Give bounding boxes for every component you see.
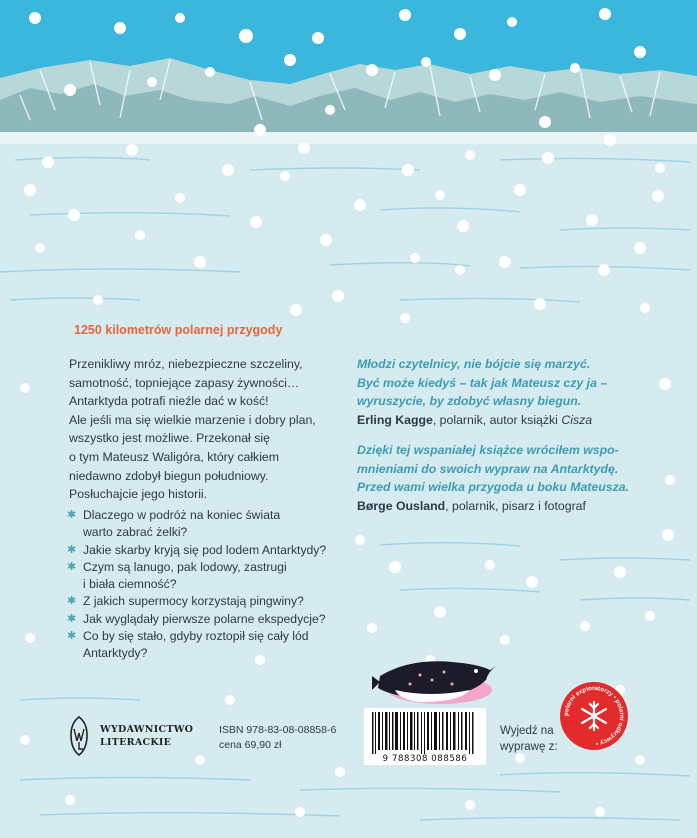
- intro-line: Ale jeśli ma się wielkie marzenie i dobry plan,: [69, 412, 316, 427]
- snowflake-bullet-icon: ✱: [67, 595, 77, 608]
- list-item: ✱ Jak wyglądały pierwsze polarne ekspedycje?: [67, 611, 347, 628]
- snowflake-bullet-icon: ✱: [67, 630, 77, 643]
- tagline-heading: 1250 kilometrów polarnej przygody: [74, 323, 283, 337]
- barcode: [364, 708, 486, 765]
- intro-line: wszystko jest możliwe. Przekonał się: [69, 431, 270, 446]
- intro-line: o tym Mateusz Waligóra, który całkiem: [69, 449, 280, 464]
- isbn: ISBN 978-83-08-08858-6: [219, 724, 337, 736]
- intro-line: samotność, topniejące zapasy żywności…: [69, 375, 300, 390]
- blurb-author: Erling Kagge, polarnik, autor książki Cisza: [357, 412, 593, 427]
- publisher-logo: [68, 715, 193, 757]
- list-item: ✱ Dlaczego w podróż na koniec świata warto zabrać żelki?: [67, 508, 281, 540]
- list-item: ✱ Co by się stało, gdyby roztopił się cały lód Antarktydy?: [67, 629, 309, 661]
- blurb-ousland: Dzięki tej wspaniałej książce wróciłem wspo- mnieniami do swoich wypraw na Antarktydę. Przed wami wielka przygoda u boku Mateusza. Børge Ousland, polarnik, pisarz i fotograf: [357, 441, 687, 515]
- isbn-block: [219, 723, 336, 753]
- list-item: ✱ Z jakich supermocy korzystają pingwiny?: [67, 593, 347, 610]
- series-badge: [560, 682, 628, 750]
- snowflake-bullet-icon: ✱: [67, 612, 77, 625]
- intro-line: Przenikliwy mróz, niebezpieczne szczeliny,: [69, 357, 303, 371]
- list-item: ✱ Czym są lanugo, pak lodowy, zastrugi i biała ciemność?: [67, 559, 287, 592]
- svg-text:polarni exploratorzy • polarni: polarni exploratorzy • polarni odkrywcy •: [562, 684, 626, 747]
- list-item: ✱ Jakie skarby kryją się pod lodem Antarktydy?: [67, 542, 347, 559]
- blurb-author: Børge Ousland, polarnik, pisarz i fotograf: [357, 498, 586, 513]
- snowflake-bullet-icon: ✱: [67, 543, 77, 556]
- snowflake-icon: [560, 682, 628, 750]
- publisher-name: WYDAWNICTWO: [100, 724, 194, 735]
- intro-line: niedawno zdobył biegun południowy.: [69, 468, 269, 483]
- wl-logo-icon: [68, 715, 90, 757]
- intro-line: Posłuchajcie jego historii.: [69, 487, 208, 502]
- price: cena 69,90 zł: [219, 739, 282, 751]
- barcode-bars: [364, 710, 486, 756]
- expedition-invite: Wyjedź na wyprawę z:: [500, 725, 558, 753]
- snowflake-bullet-icon: ✱: [67, 560, 77, 573]
- intro-paragraph: [69, 355, 339, 504]
- intro-line: Antarktyda potrafi nieźle dać w kość!: [69, 394, 269, 409]
- publisher-name: LITERACKIE: [100, 737, 172, 748]
- snowflake-bullet-icon: ✱: [67, 509, 77, 521]
- blurb-kagge: Młodzi czytelnicy, nie bójcie się marzyć. Być może kiedyś – tak jak Mateusz czy ja – wyruszycie, by zdobyć własny biegun. Erling Kagge, polarnik, autor książki Cisza: [357, 355, 687, 429]
- question-list: [67, 507, 347, 663]
- barcode-number: 9 788308 088586: [382, 754, 468, 764]
